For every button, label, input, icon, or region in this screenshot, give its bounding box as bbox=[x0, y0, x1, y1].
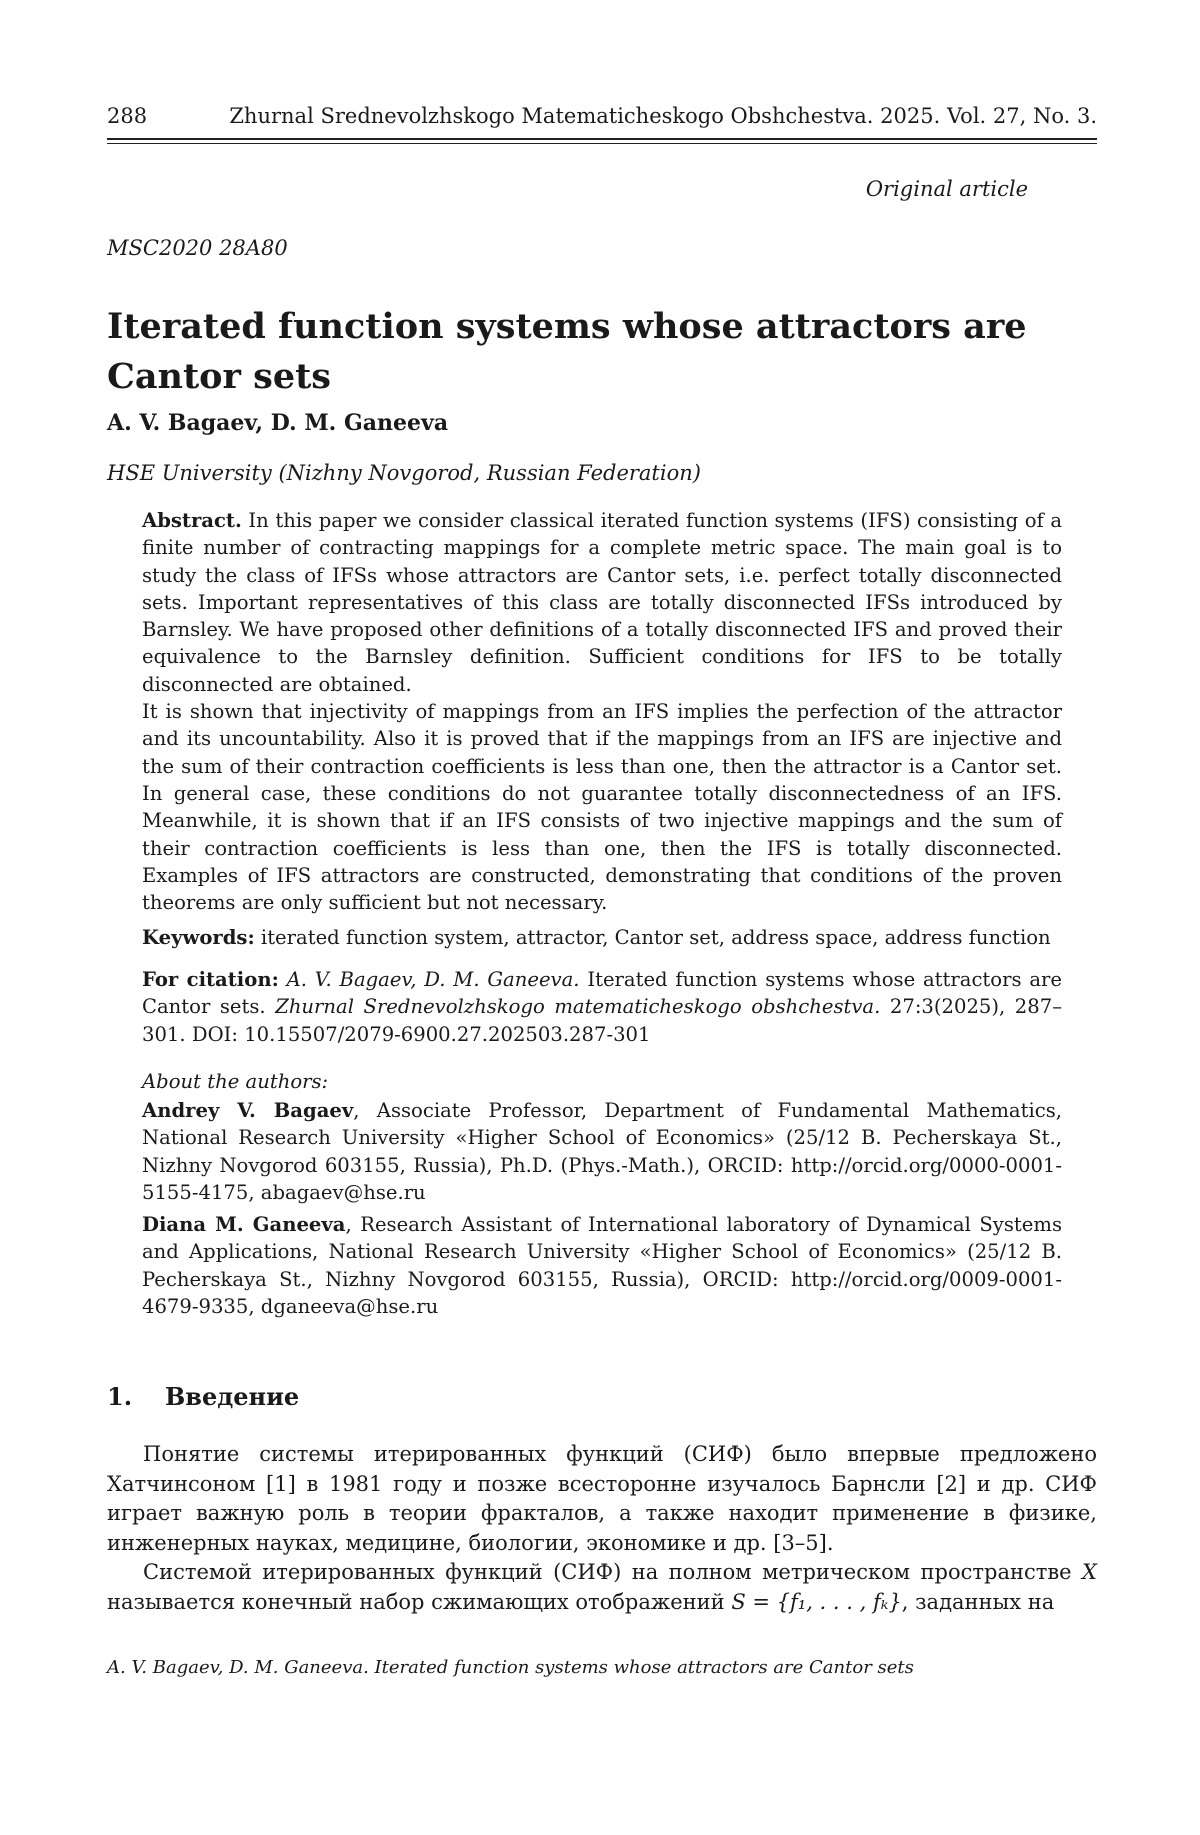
intro-p2-part-b: называется конечный набор сжимающих отображений bbox=[107, 1589, 732, 1614]
intro-p2-part-a: Системой итерированных функций (СИФ) на полном метрическом пространстве bbox=[143, 1560, 1083, 1584]
abstract bbox=[142, 507, 1062, 916]
intro-p2-symbol-x: X bbox=[1082, 1560, 1097, 1584]
about-authors-label: About the authors: bbox=[142, 1070, 329, 1093]
citation-authors: A. V. Bagaev, D. M. Ganeeva. bbox=[286, 968, 580, 991]
citation-label: For citation: bbox=[142, 968, 279, 991]
section-number: 1. bbox=[107, 1382, 133, 1411]
intro-paragraph-2 bbox=[107, 1558, 1097, 1617]
abstract-paragraph-1 bbox=[142, 507, 1062, 698]
author-1-text: , Associate Professor, Department of Fundamental Mathematics, National Research University «Higher School of Economics» (25/12 B. Pecherskaya St., Nizhny Novgorod 603155, Russia), Ph.D. (Phys.-Math.), ORCID: http://orcid.org/0000-0001-5155-4175, abagaev@hse.ru bbox=[142, 1099, 1062, 1204]
citation-journal: Zhurnal Srednevolzhskogo matematicheskogo obshchestva. bbox=[275, 995, 881, 1019]
running-footer: A. V. Bagaev, D. M. Ganeeva. Iterated function systems whose attractors are Cantor sets bbox=[107, 1657, 914, 1678]
section-heading bbox=[107, 1382, 299, 1411]
author-1-name: Andrey V. Bagaev bbox=[142, 1099, 354, 1122]
article-title: Iterated function systems whose attractors are Cantor sets bbox=[107, 306, 1027, 397]
introduction-text bbox=[107, 1440, 1097, 1617]
author-2-text: , Research Assistant of International laboratory of Dynamical Systems and Applications, National Research University «Higher School of Economics» (25/12 B. Pecherskaya St., Nizhny Novgorod 603155, Russia), ORCID: http://orcid.org/0009-0001-4679-9335, dganeeva@hse.ru bbox=[142, 1213, 1062, 1318]
abstract-text-1: In this paper we consider classical iterated function systems (IFS) consisting of a finite number of contracting mappings for a complete metric space. The main goal is to study the class of IFSs whose attractors are Cantor sets, i.e. perfect totally disconnected sets. Important representatives of this class are totally disconnected IFSs introduced by Barnsley. We have proposed other definitions of a totally disconnected IFS and proved their equivalence to the Barnsley definition. Sufficient conditions for IFS to be totally disconnected are obtained. bbox=[142, 509, 1063, 696]
authors: A. V. Bagaev, D. M. Ganeeva bbox=[107, 410, 449, 436]
intro-paragraph-1: Понятие системы итерированных функций (СИФ) было впервые предложено Хатчинсоном [1] в 1981 году и позже всесторонне изучалось Барнсли [2] и др. СИФ играет важную роль в теории фракталов, а также находит применение в физике, инженерных науках, медицине, биологии, экономике и др. [3–5]. bbox=[107, 1442, 1097, 1555]
section-title: Введение bbox=[165, 1382, 300, 1411]
abstract-paragraph-2: It is shown that injectivity of mappings from an IFS implies the perfection of the attractor and its uncountability. Also it is proved that if the mappings from an IFS are injective and the sum of their contraction coefficients is less than one, then the attractor is a Cantor set. In general case, these conditions do not guarantee totally disconnectedness of an IFS. Meanwhile, it is shown that if an IFS consists of two injective mappings and the sum of their contraction coefficients is less than one, then the IFS is totally disconnected. Examples of IFS attractors are constructed, demonstrating that conditions of the proven theorems are only sufficient but not necessary. bbox=[142, 700, 1062, 915]
journal-title: Zhurnal Srednevolzhskogo Matematicheskogo Obshchestva. 2025. Vol. 27, No. 3. bbox=[229, 104, 1097, 128]
intro-p2-math: S = {f₁, . . . , fₖ} bbox=[731, 1589, 902, 1614]
abstract-label: Abstract. bbox=[142, 509, 242, 532]
citation-details: 27:3(2025), 287–301. DOI: 10.15507/2079-6900.27.202503.287-301 bbox=[142, 995, 1062, 1046]
author-1-bio bbox=[142, 1097, 1062, 1206]
keywords-text: iterated function system, attractor, Cantor set, address space, address function bbox=[260, 926, 1051, 949]
affiliation: HSE University (Nizhny Novgorod, Russian Federation) bbox=[107, 461, 701, 485]
header-rule-thick bbox=[107, 138, 1097, 140]
citation-title: Iterated function systems whose attractors are Cantor sets. bbox=[142, 968, 1062, 1019]
keywords bbox=[142, 924, 1062, 951]
intro-p2-part-c: , заданных на bbox=[901, 1589, 1055, 1614]
msc-code: MSC2020 28A80 bbox=[107, 236, 288, 260]
citation bbox=[142, 966, 1062, 1048]
author-2-bio bbox=[142, 1211, 1062, 1320]
page-number: 288 bbox=[107, 104, 148, 128]
keywords-label: Keywords: bbox=[142, 926, 255, 949]
header-rule-thin bbox=[107, 143, 1097, 144]
running-header bbox=[107, 104, 1097, 134]
article-type: Original article bbox=[865, 177, 1028, 201]
author-2-name: Diana M. Ganeeva bbox=[142, 1213, 346, 1236]
